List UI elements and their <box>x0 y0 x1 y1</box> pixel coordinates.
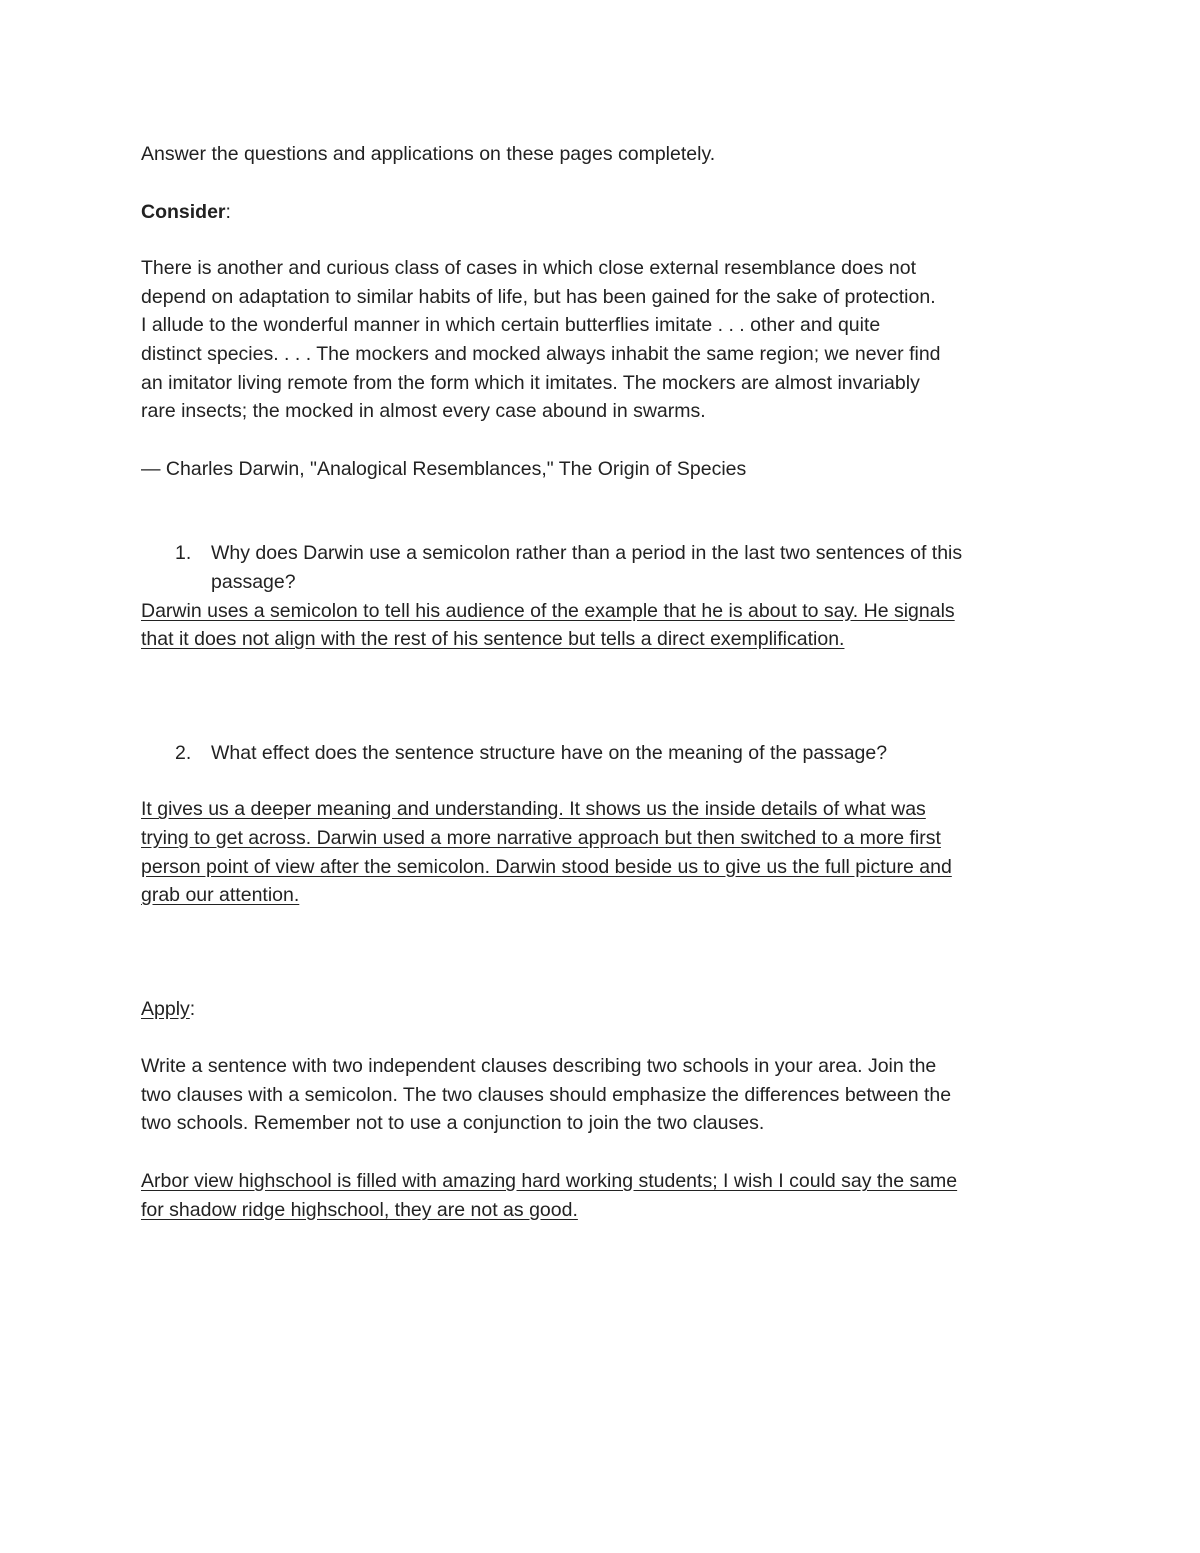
passage-line: depend on adaptation to similar habits of life, but has been gained for the sake of protection. <box>141 285 936 308</box>
passage-attribution: — Charles Darwin, "Analogical Resemblances," The Origin of Species <box>141 457 747 480</box>
question-text-line: Why does Darwin use a semicolon rather than a period in the last two sentences of this <box>211 542 963 565</box>
answer-line: trying to get across. Darwin used a more narrative approach but then switched to a more first <box>141 826 941 849</box>
apply-colon: : <box>189 997 196 1020</box>
prompt-line: two schools. Remember not to use a conjunction to join the two clauses. <box>141 1112 765 1135</box>
consider-heading <box>141 198 1051 227</box>
question-1 <box>141 539 1051 596</box>
answer-line: Darwin uses a semicolon to tell his audience of the example that he is about to say. He signals <box>141 599 955 622</box>
answer-line: Arbor view highschool is filled with amazing hard working students; I wish I could say the same <box>141 1170 958 1193</box>
document-page <box>141 140 1051 1224</box>
apply-prompt <box>141 1052 1051 1138</box>
apply-heading <box>141 995 1051 1024</box>
answer-line: It gives us a deeper meaning and understanding. It shows us the inside details of what was <box>141 798 926 821</box>
consider-colon: : <box>225 200 231 223</box>
answer-2 <box>141 795 1051 909</box>
answer-line: person point of view after the semicolon. Darwin stood beside us to give us the full picture and <box>141 855 952 878</box>
answer-1 <box>141 597 1051 654</box>
question-2 <box>141 739 1051 768</box>
answer-line: that it does not align with the rest of his sentence but tells a direct exemplification. <box>141 628 845 651</box>
apply-label: Apply <box>141 997 190 1020</box>
passage-line: rare insects; the mocked in almost every case abound in swarms. <box>141 400 706 423</box>
prompt-line: Write a sentence with two independent clauses describing two schools in your area. Join the <box>141 1055 937 1078</box>
question-text-line: passage? <box>211 570 296 593</box>
consider-label: Consider <box>141 200 226 223</box>
passage-line: There is another and curious class of cases in which close external resemblance does not <box>141 257 916 280</box>
question-number: 1. <box>175 542 192 565</box>
apply-answer <box>141 1167 1051 1224</box>
passage-line: an imitator living remote from the form which it imitates. The mockers are almost invariably <box>141 371 920 394</box>
prompt-line: two clauses with a semicolon. The two clauses should emphasize the differences between the <box>141 1083 952 1106</box>
instructions-text: Answer the questions and applications on these pages completely. <box>141 143 716 165</box>
answer-line: grab our attention. <box>141 884 300 907</box>
question-text-line: What effect does the sentence structure have on the meaning of the passage? <box>211 741 888 764</box>
question-number: 2. <box>175 741 192 764</box>
passage-line: distinct species. . . . The mockers and mocked always inhabit the same region; we never find <box>141 342 941 365</box>
darwin-passage <box>141 254 1051 426</box>
passage-line: I allude to the wonderful manner in which certain butterflies imitate . . . other and quite <box>141 314 881 337</box>
answer-line: for shadow ridge highschool, they are not as good. <box>141 1198 578 1221</box>
